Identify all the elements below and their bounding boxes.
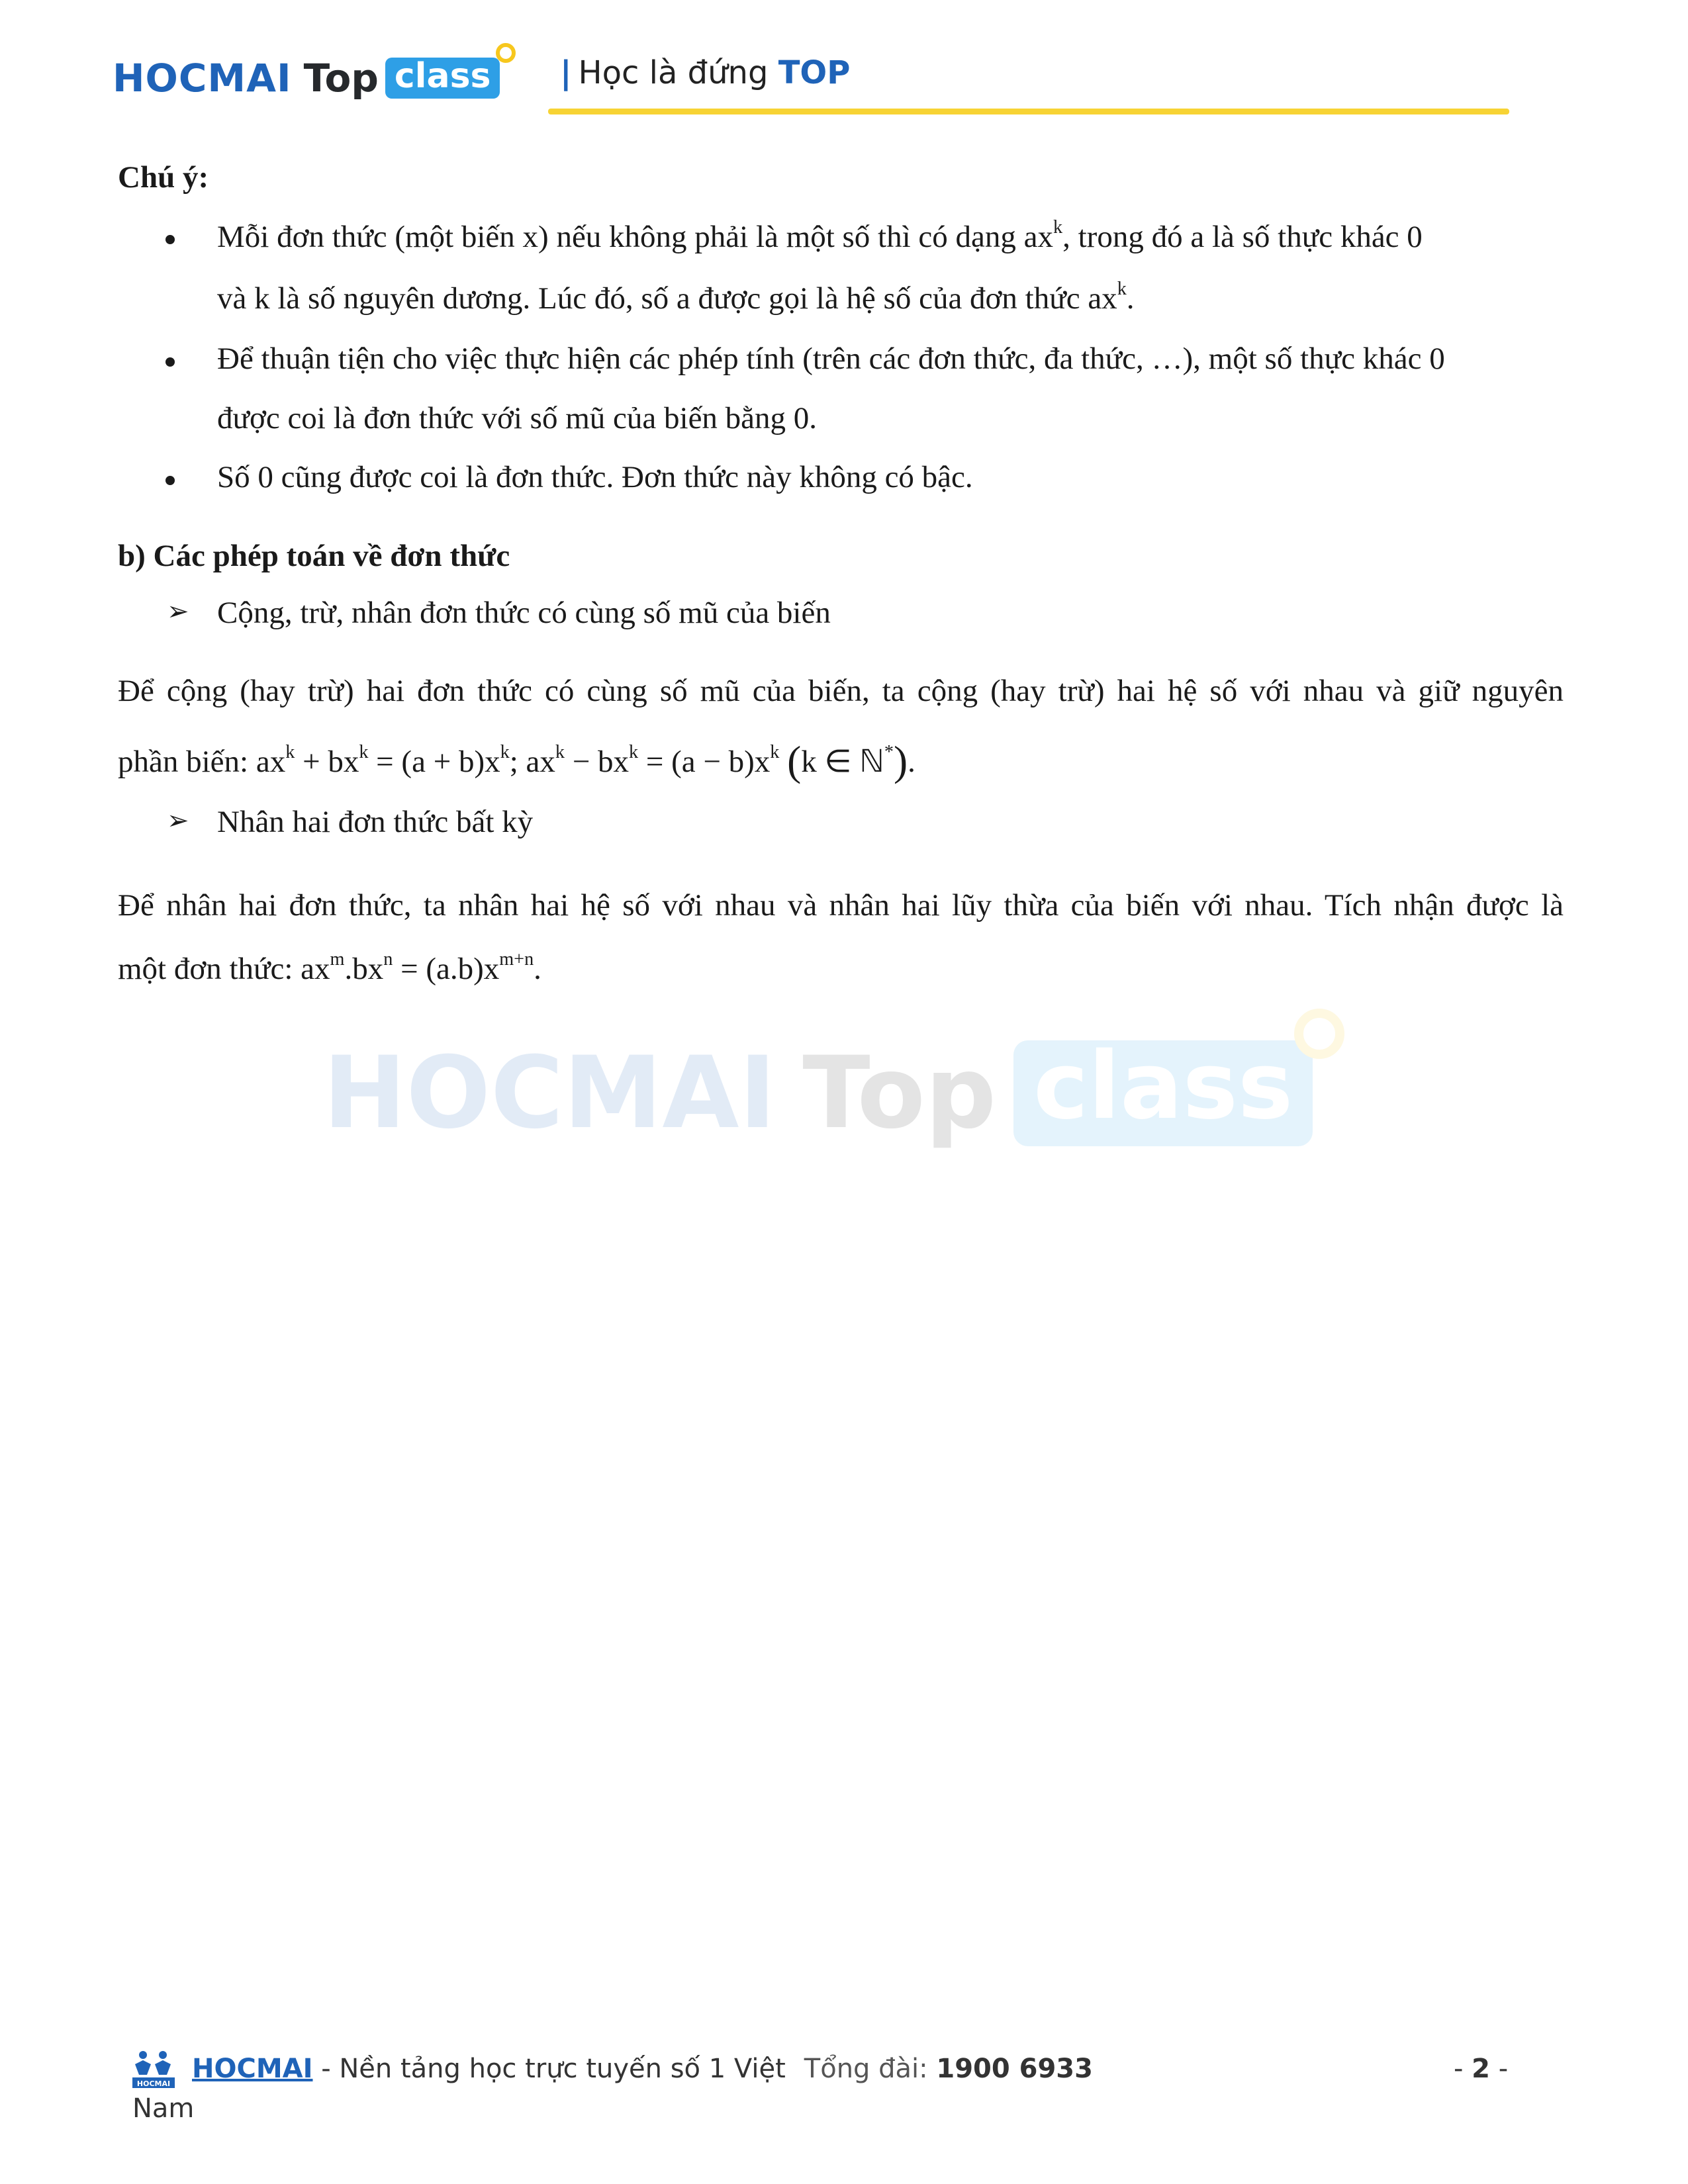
- math-term: ax: [1023, 220, 1054, 254]
- math-number: 0: [1407, 220, 1423, 254]
- slogan-emphasis: TOP: [778, 54, 851, 91]
- math-term: ax: [1088, 281, 1117, 316]
- slogan-text: Học là đứng: [578, 54, 778, 91]
- math-term: .bx: [344, 952, 384, 986]
- math-number: 0: [793, 401, 810, 435]
- text: là số nguyên dương. Lúc đó, số: [269, 281, 677, 316]
- arrow-bullet-icon: ➢: [167, 596, 189, 627]
- math-term: = (a − b)x: [638, 744, 771, 779]
- page-suffix: -: [1490, 2054, 1509, 2084]
- paragraph-2-line-2: [118, 950, 541, 987]
- watermark-class: class: [1033, 1032, 1293, 1140]
- paragraph-1-line-2: [118, 736, 915, 786]
- footer-brand-link[interactable]: HOCMAI: [192, 2054, 313, 2084]
- math-exponent: k: [285, 741, 295, 762]
- hocmai-footer-logo-icon: [130, 2048, 177, 2091]
- formula-add-subtract: [256, 737, 915, 784]
- math-term: ax: [301, 952, 330, 986]
- footer-tagline: - Nền tảng học trực tuyến số 1 Việt: [312, 2054, 786, 2084]
- math-term: − bx: [564, 744, 629, 779]
- note-2-line-2: [217, 400, 817, 437]
- bullet-dot-icon: [165, 476, 175, 485]
- bullet-dot-icon: [165, 357, 175, 367]
- math-exponent: k: [628, 741, 639, 762]
- subsection-item-2: Nhân hai đơn thức bất kỳ: [217, 805, 534, 839]
- math-term: ; ax: [509, 744, 555, 779]
- footer-logo-caption: HOCMAI: [136, 2079, 171, 2088]
- sun-icon: [496, 43, 516, 63]
- logo-class-badge: [385, 58, 500, 99]
- footer-hotline-label: Tổng đài:: [804, 2054, 937, 2084]
- notes-heading: Chú ý:: [118, 160, 209, 195]
- watermark-hocmai: HOCMAI: [323, 1036, 776, 1151]
- text: .: [908, 744, 915, 779]
- bullet-dot-icon: [165, 235, 175, 244]
- text: là số thực khác: [1204, 220, 1407, 254]
- math-var: x: [522, 220, 539, 254]
- math-exponent: k: [770, 741, 780, 762]
- page-prefix: -: [1454, 2054, 1472, 2084]
- text: được gọi là hệ số của đơn thức: [690, 281, 1088, 316]
- text: và: [217, 281, 255, 316]
- hocmai-topclass-logo: [113, 45, 500, 111]
- math-number: 0: [1429, 341, 1445, 376]
- math-set-symbol: ℕ: [859, 744, 884, 779]
- note-1-line-2: [217, 280, 1135, 317]
- math-exponent: m+n: [499, 948, 534, 970]
- note-1-line-1: [217, 218, 1423, 255]
- text: .: [534, 952, 541, 986]
- slogan-divider: |: [560, 54, 572, 91]
- note-3: Số 0 cũng được coi là đơn thức. Đơn thức này không có bậc.: [217, 460, 973, 494]
- paragraph-1-line-1: Để cộng (hay trừ) hai đơn thức có cùng số mũ của biến, ta cộng (hay trừ) hai hệ số với nhau và giữ nguyên: [118, 674, 1564, 708]
- header-divider: [548, 109, 1509, 114]
- math-exponent: k: [500, 741, 510, 762]
- text: một đơn thức:: [118, 952, 301, 986]
- math-term: + bx: [295, 744, 359, 779]
- text: ) nếu không phải là một số thì có dạng: [538, 220, 1024, 254]
- logo-hocmai-text: HOCMAI: [113, 56, 292, 101]
- page-number: [1454, 2054, 1508, 2084]
- watermark-sun-icon: [1294, 1009, 1344, 1059]
- math-exponent: k: [359, 741, 369, 762]
- page-number-value: 2: [1472, 2054, 1490, 2084]
- header-slogan: [560, 54, 850, 91]
- watermark-logo: [323, 1032, 1313, 1151]
- logo-class-text: class: [394, 56, 491, 96]
- math-term: = (a.b)x: [393, 952, 500, 986]
- math-var: a: [676, 281, 690, 316]
- math-exponent: k: [1053, 216, 1063, 238]
- text: Mỗi đơn thức (một biến: [217, 220, 523, 254]
- math-var: a: [1190, 220, 1205, 254]
- math-var: k: [254, 281, 270, 316]
- section-b-heading: b) Các phép toán về đơn thức: [118, 539, 510, 573]
- footer-hotline: 1900 6933: [936, 2054, 1093, 2084]
- text: , trong đó: [1062, 220, 1191, 254]
- text: .: [1126, 281, 1135, 316]
- math-exponent: *: [884, 741, 894, 762]
- text: được coi là đơn thức với số mũ của biến bằng: [217, 401, 794, 435]
- math-exponent: k: [555, 741, 565, 762]
- subsection-item-1: Cộng, trừ, nhân đơn thức có cùng số mũ của biến: [217, 596, 831, 630]
- watermark-class-badge: [1013, 1032, 1313, 1146]
- footer-text: [192, 2054, 1093, 2084]
- paragraph-2-line-1: Để nhân hai đơn thức, ta nhân hai hệ số với nhau và nhân hai lũy thừa của biến với nhau. Tích nhận được là: [118, 888, 1564, 923]
- watermark-top: Top: [802, 1036, 997, 1151]
- math-paren: ): [893, 737, 908, 784]
- text: phần biến:: [118, 744, 256, 779]
- math-exponent: m: [330, 948, 345, 970]
- logo-top-text: Top: [303, 56, 379, 101]
- text: .: [809, 401, 818, 435]
- math-exponent: n: [383, 948, 393, 970]
- math-exponent: k: [1117, 278, 1127, 299]
- math-term: = (a + b)x: [368, 744, 500, 779]
- arrow-bullet-icon: ➢: [167, 805, 189, 836]
- note-2-line-1: [217, 340, 1445, 377]
- math-term: ax: [256, 744, 286, 779]
- math-term: k ∈: [801, 744, 860, 779]
- math-paren: (: [787, 737, 802, 784]
- formula-multiply: [301, 948, 541, 986]
- text: Để thuận tiện cho việc thực hiện các phép tính (trên các đơn thức, đa thức, …), một số thực khác: [217, 341, 1430, 376]
- footer-continuation: Nam: [132, 2093, 195, 2124]
